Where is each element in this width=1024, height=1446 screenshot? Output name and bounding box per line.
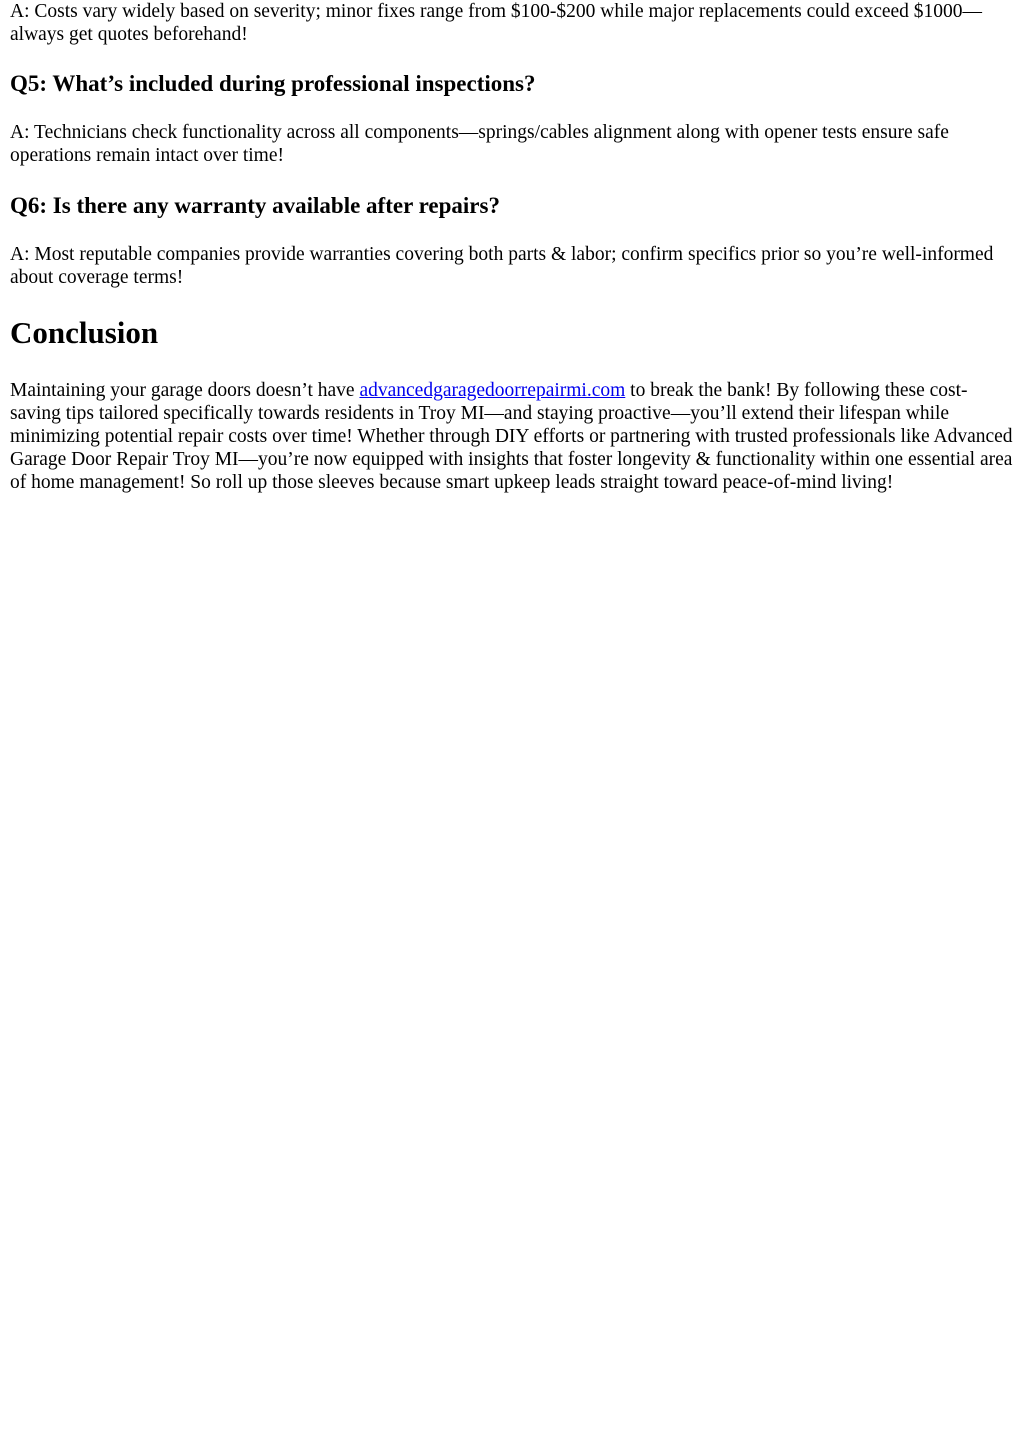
faq-question-5: Q5: What’s included during professional inspections? [10,71,536,96]
advanced-garage-door-link[interactable]: advancedgaragedoorrepairmi.com [359,380,626,401]
faq-answer-5: A: Technicians check functionality across all components—springs/cables alignment along with opener tests ensure safe operations remain intact over time! [10,122,949,166]
conclusion-text-before-link: Maintaining your garage doors doesn’t have [10,380,360,401]
conclusion-heading: Conclusion [10,315,159,350]
conclusion-paragraph [10,379,1014,494]
faq-question-6: Q6: Is there any warranty available after repairs? [10,193,500,218]
conclusion-text-after-link: to break the bank! By following these cost-saving tips tailored specifically towards residents in Troy MI—and staying proactive—you’ll extend their lifespan while minimizing potential repair costs over time! Whether through DIY efforts or partnering with trusted professionals like Advanced Garage Door Repair Troy MI—you’re now equipped with insights that foster longevity & functionality within one essential area of home management! So roll up those sleeves because smart upkeep leads straight toward peace-of-mind living! [10,380,1013,493]
article-body [0,0,1024,494]
faq-answer-4: A: Costs vary widely based on severity; minor fixes range from $100-$200 while major replacements could exceed $1000—always get quotes beforehand! [10,1,983,45]
faq-answer-6: A: Most reputable companies provide warranties covering both parts & labor; confirm specifics prior so you’re well-informed about coverage terms! [10,244,994,288]
